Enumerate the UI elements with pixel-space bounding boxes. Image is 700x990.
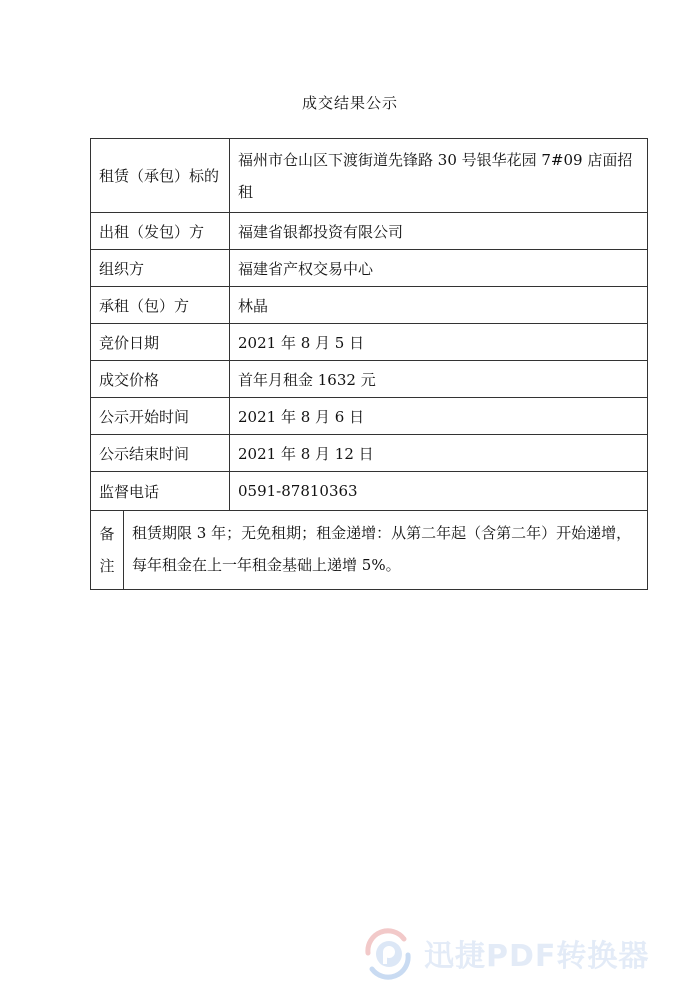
note-row (91, 511, 648, 590)
row-label: 公示开始时间 (91, 398, 230, 435)
row-label: 出租（发包）方 (91, 213, 230, 250)
table-row (91, 324, 648, 361)
row-label: 组织方 (91, 250, 230, 287)
table-row (91, 139, 648, 213)
row-value: 福建省银都投资有限公司 (230, 213, 648, 250)
note-label (91, 511, 124, 589)
row-value: 福州市仓山区下渡街道先锋路 30 号银华花园 7#09 店面招租 (230, 139, 648, 213)
pdf-converter-logo-icon (360, 925, 416, 981)
watermark-text: 迅捷PDF转换器 (424, 939, 650, 974)
row-value: 2021 年 8 月 12 日 (230, 435, 648, 472)
row-label: 成交价格 (91, 361, 230, 398)
row-value: 2021 年 8 月 6 日 (230, 398, 648, 435)
row-value: 林晶 (230, 287, 648, 324)
table-row (91, 435, 648, 472)
note-label-char: 备 (99, 525, 115, 543)
table-row (91, 361, 648, 398)
table-row (91, 287, 648, 324)
row-label: 监督电话 (91, 472, 230, 511)
row-label: 承租（包）方 (91, 287, 230, 324)
row-value: 0591-87810363 (230, 472, 648, 511)
note-text: 租赁期限 3 年；无免租期；租金递增：从第二年起（含第二年）开始递增，每年租金在上一年租金基础上递增 5%。 (132, 524, 632, 574)
table-row (91, 250, 648, 287)
row-label: 公示结束时间 (91, 435, 230, 472)
table-row (91, 472, 648, 511)
row-value: 首年月租金 1632 元 (230, 361, 648, 398)
row-label: 竞价日期 (91, 324, 230, 361)
note-label-char: 注 (99, 557, 115, 575)
document-title: 成交结果公示 (301, 94, 398, 112)
table-row (91, 213, 648, 250)
row-value: 福建省产权交易中心 (230, 250, 648, 287)
result-table (90, 138, 648, 590)
row-value: 2021 年 8 月 5 日 (230, 324, 648, 361)
watermark (360, 925, 649, 981)
table-row (91, 398, 648, 435)
row-label: 租赁（承包）标的 (91, 139, 230, 213)
